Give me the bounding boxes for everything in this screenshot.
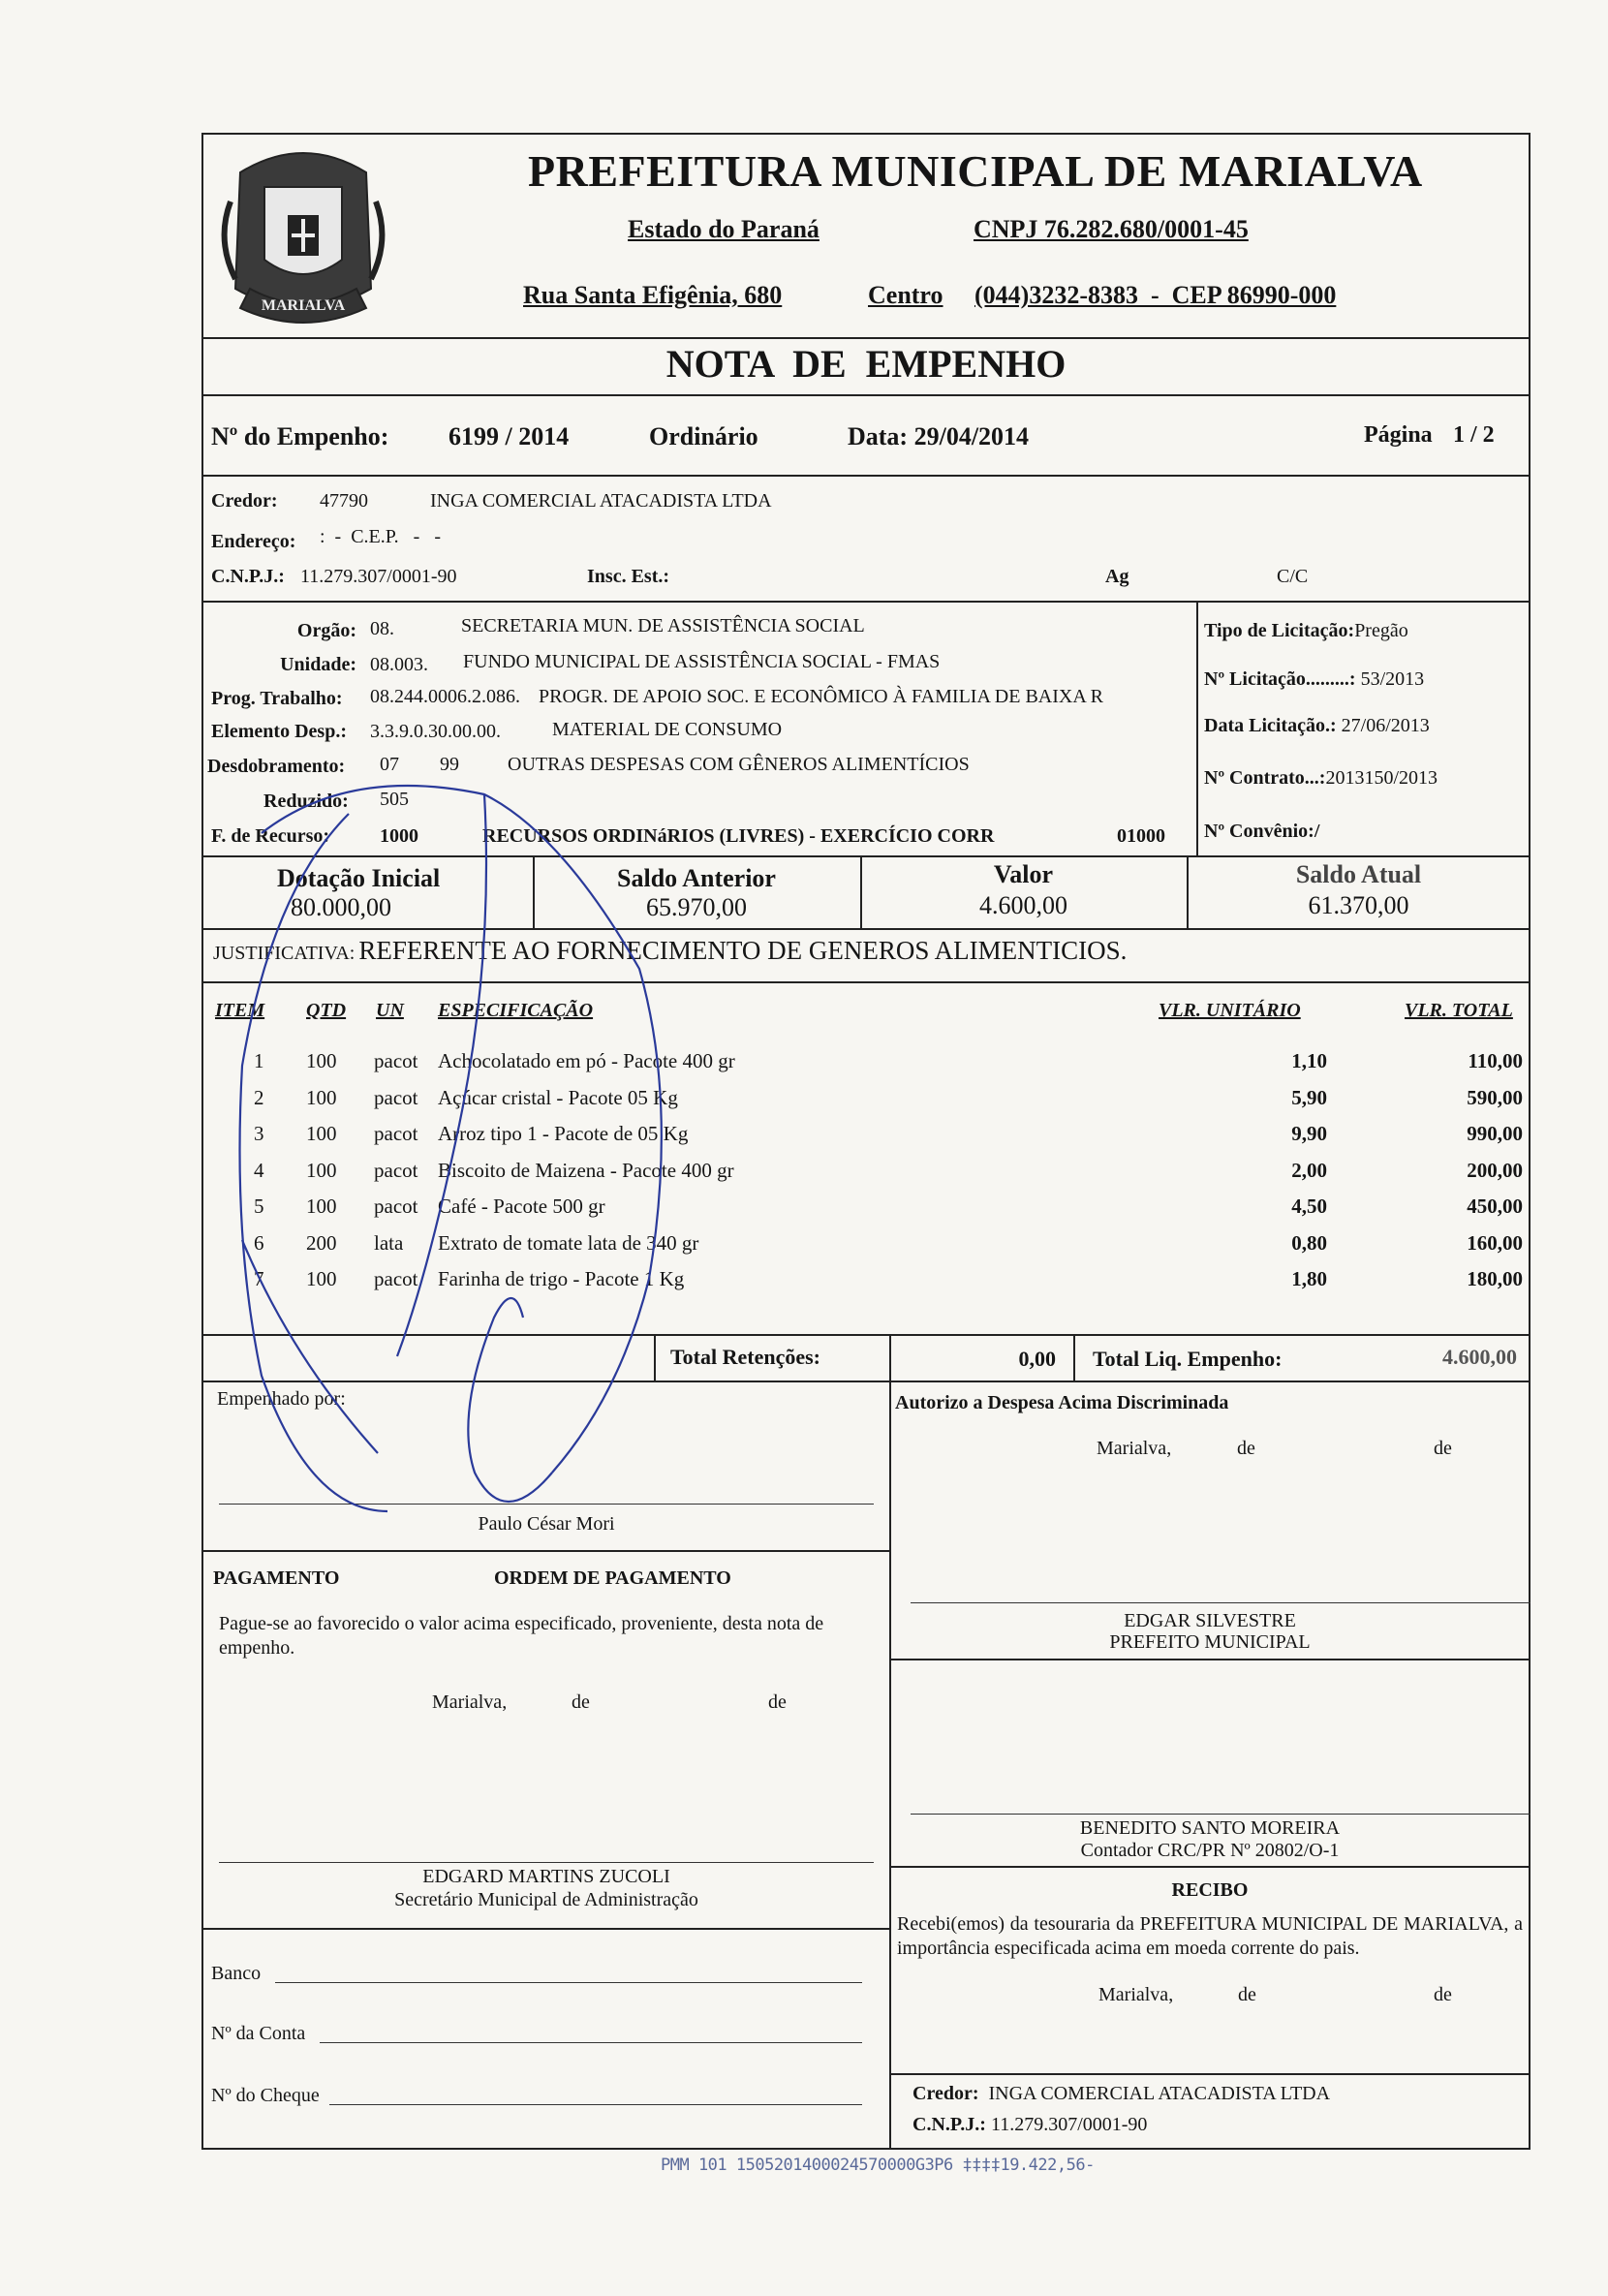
contador-cargo: Contador CRC/PR Nº 20802/O-1 — [1080, 1840, 1340, 1861]
item-un: pacot — [374, 1158, 418, 1182]
convenio — [1204, 821, 1319, 843]
item-qtd: 100 — [306, 1158, 337, 1182]
desdob-cod2: 99 — [440, 754, 459, 775]
pagamento-de-1: de — [572, 1691, 590, 1713]
total-retencoes-valor: 0,00 — [1018, 1347, 1056, 1371]
item-valor-total: 160,00 — [1467, 1230, 1523, 1255]
header-estado: Estado do Paraná — [628, 215, 819, 243]
orgao-nome: SECRETARIA MUN. DE ASSISTÊNCIA SOCIAL — [461, 615, 865, 636]
col-item: ITEM — [215, 1000, 265, 1021]
item-descricao: Extrato de tomate lata de 340 gr — [438, 1230, 699, 1255]
empenho-numero: 6199 / 2014 — [448, 422, 570, 450]
item-un: pacot — [374, 1267, 418, 1290]
credor-codigo: 47790 — [320, 490, 368, 512]
contrato-valor: 2013150/2013 — [1325, 767, 1438, 789]
item-descricao: Farinha de trigo - Pacote 1 Kg — [438, 1267, 685, 1290]
empenho-data: Data: 29/04/2014 — [848, 422, 1030, 450]
orgao-cod: 08. — [370, 618, 394, 639]
item-valor-total: 110,00 — [1468, 1049, 1523, 1072]
item-descricao: Achocolatado em pó - Pacote 400 gr — [438, 1049, 735, 1072]
unidade-cod: 08.003. — [370, 654, 428, 675]
item-qtd: 200 — [306, 1230, 337, 1255]
col-espec: ESPECIFICAÇÃO — [438, 1000, 594, 1021]
empenho-tipo: Ordinário — [649, 422, 758, 450]
item-valor-total: 450,00 — [1467, 1195, 1523, 1218]
cnpj-label: C.N.P.J.: — [211, 566, 285, 587]
data-licitacao — [1204, 715, 1430, 737]
item-valor-unitario: 0,80 — [1291, 1230, 1327, 1255]
crest-text: MARIALVA — [261, 297, 346, 314]
recibo-cnpj-valor: 11.279.307/0001-90 — [990, 2114, 1148, 2135]
autorizo-local: Marialva, — [1097, 1438, 1172, 1459]
item-valor-unitario: 4,50 — [1291, 1195, 1327, 1218]
recurso-nome: RECURSOS ORDINáRIOS (LIVRES) - EXERCÍCIO CORR — [482, 825, 995, 847]
credor-label: Credor: — [211, 490, 278, 512]
cc-label: C/C — [1277, 566, 1309, 587]
item-qtd: 100 — [306, 1122, 337, 1145]
prefeito-cargo: PREFEITO MUNICIPAL — [1109, 1631, 1311, 1653]
item-numero: 7 — [254, 1267, 264, 1290]
pagamento-de-2: de — [768, 1691, 787, 1713]
pagina-numero: 1 / 2 — [1453, 422, 1495, 448]
pagina-label: Página — [1364, 422, 1433, 448]
secretario-cargo: Secretário Municipal de Administração — [394, 1889, 698, 1910]
item-valor-total: 180,00 — [1467, 1267, 1523, 1290]
recibo-de-1: de — [1238, 1984, 1256, 2005]
convenio-label: Nº Convênio:/ — [1204, 821, 1320, 842]
autorizo-de-2: de — [1434, 1438, 1452, 1459]
item-valor-unitario: 1,80 — [1291, 1267, 1327, 1290]
dotacao-inicial-valor: 80.000,00 — [291, 893, 391, 921]
autorizo-de-1: de — [1237, 1438, 1255, 1459]
item-numero: 4 — [254, 1158, 264, 1182]
pagamento-texto: Pague-se ao favorecido o valor acima especificado, proveniente, desta nota de empenho. — [219, 1613, 824, 1659]
justificativa-texto: REFERENTE AO FORNECIMENTO DE GENEROS ALIMENTICIOS. — [358, 936, 1128, 965]
credor-nome: INGA COMERCIAL ATACADISTA LTDA — [430, 490, 772, 512]
recurso-label: F. de Recurso: — [211, 825, 330, 847]
numero-licitacao — [1204, 668, 1424, 691]
recibo-credor-nome: INGA COMERCIAL ATACADISTA LTDA — [988, 2083, 1331, 2104]
recibo-credor-label: Credor: — [912, 2083, 979, 2104]
ag-label: Ag — [1105, 566, 1129, 587]
tipo-licitacao-label: Tipo de Licitação: — [1204, 620, 1355, 641]
data-licitacao-label: Data Licitação.: — [1204, 715, 1337, 736]
item-valor-unitario: 5,90 — [1291, 1085, 1327, 1109]
tipo-licitacao — [1204, 620, 1408, 642]
empenhado-label: Empenhado por: — [217, 1388, 346, 1410]
recurso-cod2: 01000 — [1117, 825, 1165, 847]
item-descricao: Arroz tipo 1 - Pacote de 05 Kg — [438, 1122, 689, 1145]
recibo-local: Marialva, — [1098, 1984, 1174, 2005]
item-qtd: 100 — [306, 1267, 337, 1290]
item-valor-unitario: 1,10 — [1291, 1049, 1327, 1072]
recibo-credor — [912, 2083, 1330, 2105]
header-endereco: Rua Santa Efigênia, 680 — [523, 281, 783, 309]
item-valor-total: 590,00 — [1467, 1085, 1523, 1109]
total-liquido-valor: 4.600,00 — [1442, 1345, 1517, 1369]
numero-licitacao-valor: 53/2013 — [1360, 668, 1425, 690]
prefeito-nome: EDGAR SILVESTRE — [1124, 1610, 1296, 1631]
prog-label: Prog. Trabalho: — [211, 688, 343, 709]
saldo-atual-label: Saldo Atual — [1295, 860, 1422, 888]
footer-code: PMM 101 1505201400024570000G3P6 ‡‡‡‡19.422,56- — [661, 2156, 1095, 2175]
saldo-atual-valor: 61.370,00 — [1308, 891, 1409, 919]
valor-label: Valor — [993, 860, 1054, 888]
prog-cod: 08.244.0006.2.086. — [370, 686, 520, 707]
justificativa-label: JUSTIFICATIVA: — [213, 943, 356, 964]
col-qtd: QTD — [306, 1000, 347, 1021]
pagamento-label: PAGAMENTO — [213, 1567, 340, 1589]
col-un: UN — [376, 1000, 404, 1021]
recurso-cod: 1000 — [380, 825, 418, 847]
ordem-pagamento: ORDEM DE PAGAMENTO — [494, 1567, 731, 1589]
desdob-cod1: 07 — [380, 754, 399, 775]
item-un: pacot — [374, 1195, 418, 1218]
total-retencoes-label: Total Retenções: — [670, 1345, 820, 1369]
cnpj-valor: 11.279.307/0001-90 — [300, 566, 457, 587]
unidade-nome: FUNDO MUNICIPAL DE ASSISTÊNCIA SOCIAL - FMAS — [463, 651, 941, 672]
item-qtd: 100 — [306, 1085, 337, 1109]
desdob-nome: OUTRAS DESPESAS COM GÊNEROS ALIMENTÍCIOS — [508, 754, 970, 775]
col-total: VLR. TOTAL — [1405, 1000, 1513, 1021]
tipo-licitacao-valor: Pregão — [1354, 620, 1408, 641]
item-un: lata — [374, 1230, 404, 1255]
desdob-label: Desdobramento: — [207, 756, 346, 777]
item-numero: 1 — [254, 1049, 264, 1072]
prog-nome: PROGR. DE APOIO SOC. E ECONÔMICO À FAMILIA DE BAIXA R — [539, 686, 1104, 707]
pagamento-local: Marialva, — [432, 1691, 508, 1713]
page-title: PREFEITURA MUNICIPAL DE MARIALVA — [528, 146, 1423, 196]
total-liquido-label: Total Liq. Empenho: — [1093, 1347, 1283, 1371]
item-qtd: 100 — [306, 1195, 337, 1218]
item-valor-total: 990,00 — [1467, 1122, 1523, 1145]
data-licitacao-valor: 27/06/2013 — [1341, 715, 1430, 736]
item-numero: 5 — [254, 1195, 264, 1218]
item-un: pacot — [374, 1085, 418, 1109]
elemento-cod: 3.3.9.0.30.00.00. — [370, 721, 501, 742]
banco-label: Banco — [211, 1963, 262, 1984]
secretario-nome: EDGARD MARTINS ZUCOLI — [422, 1866, 670, 1887]
empenhado-nome: Paulo César Mori — [478, 1513, 615, 1535]
endereco-valor: : - C.E.P. - - — [320, 526, 441, 547]
cheque-label: Nº do Cheque — [211, 2085, 320, 2106]
item-numero: 6 — [254, 1230, 264, 1255]
item-un: pacot — [374, 1122, 418, 1145]
crest-logo — [211, 143, 395, 337]
item-descricao: Biscoito de Maizena - Pacote 400 gr — [438, 1158, 734, 1182]
item-un: pacot — [374, 1049, 418, 1072]
item-qtd: 100 — [306, 1049, 337, 1072]
recibo-titulo: RECIBO — [1171, 1879, 1249, 1901]
header-telefone-cep: (044)3232-8383 - CEP 86990-000 — [974, 281, 1337, 309]
valor-valor: 4.600,00 — [979, 891, 1067, 919]
recibo-de-2: de — [1434, 1984, 1452, 2005]
numero-licitacao-label: Nº Licitação.........: — [1204, 668, 1356, 690]
item-valor-total: 200,00 — [1467, 1158, 1523, 1182]
conta-label: Nº da Conta — [211, 2023, 306, 2044]
saldo-anterior-valor: 65.970,00 — [646, 893, 747, 921]
header-centro: Centro — [868, 281, 943, 309]
reduzido-label: Reduzido: — [263, 791, 349, 812]
recibo-cnpj — [912, 2114, 1147, 2136]
contador-nome: BENEDITO SANTO MOREIRA — [1079, 1817, 1341, 1839]
recibo-cnpj-label: C.N.P.J.: — [912, 2114, 986, 2135]
recibo-texto: Recebi(emos) da tesouraria da PREFEITURA MUNICIPAL DE MARIALVA, a importância especificada acima em moeda corrente do pais. — [897, 1913, 1523, 1959]
item-valor-unitario: 2,00 — [1291, 1158, 1327, 1182]
col-unit: VLR. UNITÁRIO — [1159, 1000, 1301, 1021]
item-descricao: Café - Pacote 500 gr — [438, 1195, 605, 1218]
empenho-label: Nº do Empenho: — [211, 422, 389, 450]
unidade-label: Unidade: — [280, 654, 356, 675]
dotacao-inicial-label: Dotação Inicial — [277, 864, 441, 892]
item-numero: 3 — [254, 1122, 264, 1145]
contrato — [1204, 767, 1438, 790]
endereco-label: Endereço: — [211, 531, 296, 552]
item-valor-unitario: 9,90 — [1291, 1122, 1327, 1145]
item-descricao: Açúcar cristal - Pacote 05 Kg — [438, 1085, 678, 1109]
saldo-anterior-label: Saldo Anterior — [617, 864, 776, 892]
reduzido-valor: 505 — [380, 789, 409, 810]
orgao-label: Orgão: — [296, 620, 356, 641]
elemento-nome: MATERIAL DE CONSUMO — [552, 719, 783, 740]
elemento-label: Elemento Desp.: — [211, 721, 347, 742]
autorizo-texto: Autorizo a Despesa Acima Discriminada — [895, 1392, 1229, 1413]
contrato-label: Nº Contrato...: — [1204, 767, 1326, 789]
justificativa — [213, 936, 1127, 966]
header-cnpj: CNPJ 76.282.680/0001-45 — [974, 215, 1249, 243]
doc-title: NOTA DE EMPENHO — [665, 342, 1067, 386]
item-numero: 2 — [254, 1085, 264, 1109]
insc-label: Insc. Est.: — [587, 566, 670, 587]
